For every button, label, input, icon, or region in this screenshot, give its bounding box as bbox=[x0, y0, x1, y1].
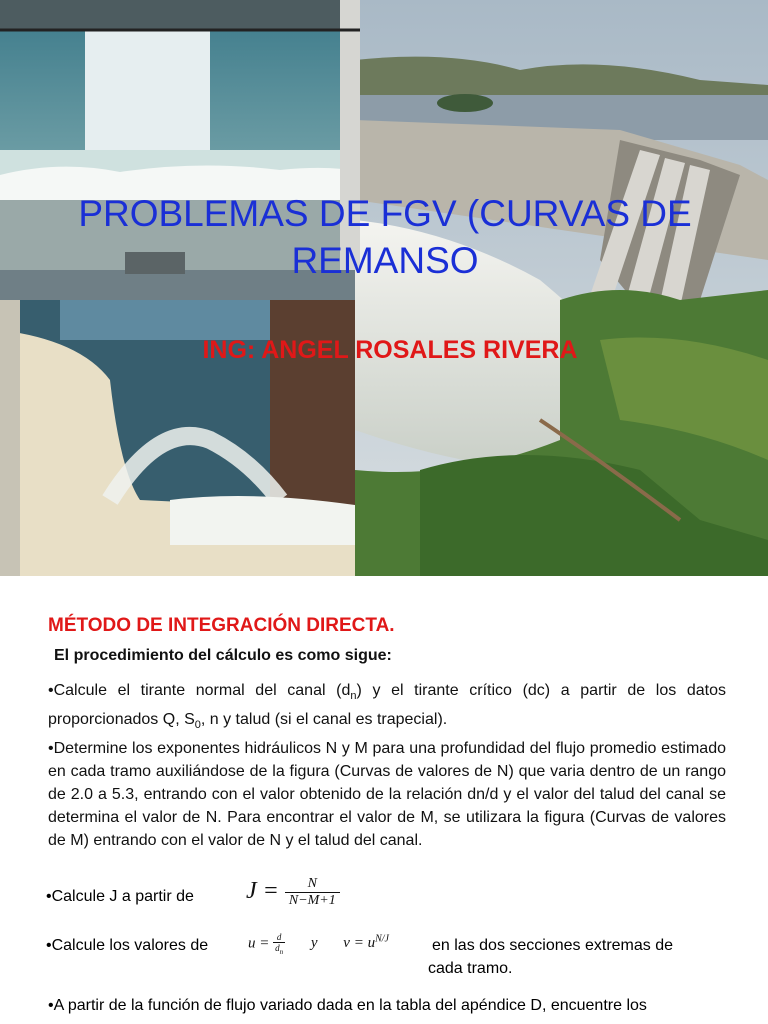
formula-u-den-d: d bbox=[275, 943, 280, 953]
step-1-text-b: ) y el tirante crítico (dc) a partir de los datos proporcionados Q, S bbox=[48, 682, 727, 729]
step-2-paragraph: •Determine los exponentes hidráulicos N y M para una profundidad del flujo promedio estimado en cada tramo auxiliándose de la figura (Curvas de valores de N) que varia dentro de un rango de 2.0 a 5.3, entrando con el valor obtenido de la relación dn/d y el valor del talud del canal se determina el valor de N. Para encontrar el valor de M, se utilizara la figura (Curvas de valores de M) entrando con el valor de N y el talud del canal. bbox=[48, 740, 726, 850]
step-1-sub-n: n bbox=[350, 690, 357, 703]
step-4-text-b: en las dos secciones extremas de bbox=[432, 937, 674, 954]
formula-j-numerator: N bbox=[285, 876, 340, 893]
title-line-1: PROBLEMAS DE FGV (CURVAS DE bbox=[78, 193, 692, 234]
formula-v-exponent: N/J bbox=[375, 933, 389, 945]
author-name: ING: ANGEL ROSALES RIVERA bbox=[202, 336, 578, 364]
formula-u-denominator bbox=[273, 943, 285, 956]
step-1-paragraph bbox=[48, 679, 726, 737]
formula-j-fraction bbox=[285, 876, 340, 909]
step-5-text: •A partir de la función de flujo variado dada en la tabla del apéndice D, encuentre los bbox=[48, 997, 647, 1014]
formula-j-lhs: J = bbox=[246, 878, 279, 905]
title-line-2: REMANSO bbox=[291, 240, 479, 281]
step-4-text: •Calcule los valores de bbox=[46, 937, 209, 954]
formula-u-numerator: d bbox=[273, 932, 285, 943]
step-4-text-c: cada tramo. bbox=[428, 960, 513, 977]
formula-u-den-sub: n bbox=[279, 947, 284, 956]
presentation-title bbox=[40, 190, 730, 284]
formula-u-v bbox=[248, 932, 389, 956]
formula-conjunction-y: y bbox=[310, 935, 318, 952]
method-section bbox=[48, 615, 726, 852]
section-heading: MÉTODO DE INTEGRACIÓN DIRECTA. bbox=[48, 615, 395, 636]
step-3-text: •Calcule J a partir de bbox=[46, 888, 194, 905]
formula-u-fraction bbox=[273, 932, 285, 956]
step-1-text-a: •Calcule el tirante normal del canal (d bbox=[48, 682, 351, 699]
step-1-text-c: , n y talud (si el canal es trapecial). bbox=[200, 711, 448, 729]
formula-j-denominator: N−M+1 bbox=[288, 893, 336, 908]
step-1-sub-0: 0 bbox=[194, 719, 201, 732]
intro-text: El procedimiento del cálculo es como sigue: bbox=[54, 647, 392, 664]
formula-j bbox=[246, 876, 340, 909]
formula-v-lhs: v = u bbox=[343, 935, 376, 952]
dam-photo bbox=[355, 0, 768, 576]
formula-u-lhs: u = bbox=[248, 935, 270, 952]
